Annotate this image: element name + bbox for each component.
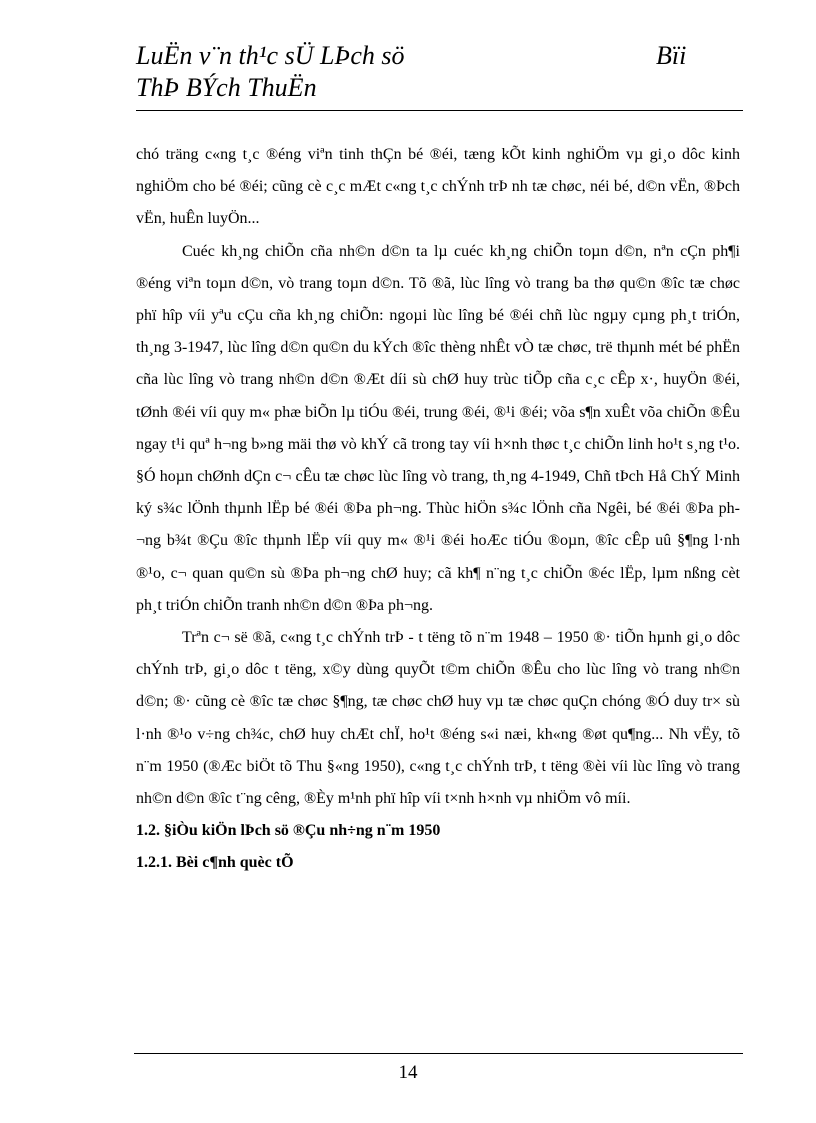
body-paragraph-1: chó träng c«ng t¸c ®éng viªn tinh thÇn bé ®éi, tæng kÕt kinh nghiÖm vµ gi¸o dôc kinh nghiÖm cho bé ®éi; cũng cè c¸c mÆt c«ng t¸c chÝnh trÞ nh tæ chøc, néi bé, d©n vËn, ®Þch vËn, huÊn luyÖn...	[136, 146, 740, 228]
body-paragraph-3: Trªn c¬ së ®ã, c«ng t¸c chÝnh trÞ - t tëng tõ n¨m 1948 – 1950 ®· tiÕn hµnh gi¸o dôc chÝnh trÞ, gi¸o dôc t tëng, x©y dùng quyÕt t©m chiÕn ®Êu cho lùc lîng vò trang nh©n d©n; ®· cũng cè ®îc tæ chøc §¶ng, tæ chøc chØ huy vµ tæ chøc quÇn chóng ®Ó duy tr× sù l·nh ®¹o v÷ng ch¾c, chØ huy chÆt chÏ, ho¹t ®éng s«i næi, kh«ng ®øt qu¶ng... Nh vËy, tõ n¨m 1950 (®Æc biÖt tõ Thu §«ng 1950), c«ng t¸c chÝnh trÞ, t tëng ®èi víi lùc lîng vò trang nh©n d©n ®îc t¨ng cêng, ®Èy m¹nh phï hîp víi t×nh h×nh vµ nhiÖm vô míi.	[136, 629, 740, 808]
header-line-1	[136, 40, 744, 72]
footer-divider	[134, 1053, 743, 1054]
header-divider	[136, 110, 743, 111]
subsection-heading: 1.2.1. Bèi c¶nh quèc tÕ	[136, 854, 294, 872]
page-body	[136, 139, 740, 880]
body-paragraph-2: Cuéc kh¸ng chiÕn cña nh©n d©n ta lµ cuéc kh¸ng chiÕn toµn d©n, nªn cÇn ph¶i ®éng viªn toµn d©n, vò trang toµn d©n. Tõ ®ã, lùc lîng vò trang ba thø qu©n ®îc tæ chøc phï hîp víi yªu cÇu cña kh¸ng chiÕn: ngoµi lùc lîng bé ®éi chñ lùc ngµy cµng ph¸t triÓn, th¸ng 3-1947, lùc lîng d©n qu©n du kÝch ®îc thèng nhÊt vÒ tæ chøc, trë thµnh mét bé phËn cña lùc lîng vò trang nh©n d©n ®Æt díi sù chØ huy trùc tiÕp cña c¸c cÊp x·, huyÖn ®éi, tØnh ®éi víi quy m« phæ biÕn lµ tiÓu ®éi, trung ®éi, ®¹i ®éi; võa s¶n xuÊt võa chiÕn ®Êu ngay t¹i quª h¬ng b»ng mäi thø vò khÝ cã trong tay víi h×nh thøc t¸c chiÕn linh ho¹t s¸ng t¹o. §Ó hoµn chØnh dÇn c¬ cÊu tæ chøc lùc lîng vò trang, th¸ng 4-1949, Chñ tÞch Hå ChÝ Minh ký s¾c lÖnh thµnh lËp bé ®éi ®Þa ph¬ng. Thùc hiÖn s¾c lÖnh cña Ngêi, bé ®éi ®Þa ph¬ng b¾t ®Çu ®îc thµnh lËp víi quy m« ®¹i ®éi hoÆc tiÓu ®oµn, ®îc cÊp uû §¶ng l·nh ®¹o, c¬ quan qu©n sù ®Þa ph¬ng chØ huy; cã kh¶ n¨ng t¸c chiÕn ®éc lËp, lµm nßng cèt ph¸t triÓn chiÕn tranh nh©n d©n ®Þa ph¬ng.	[136, 242, 740, 614]
page-number: 14	[398, 1062, 418, 1083]
page-header	[136, 40, 744, 104]
section-heading: 1.2. §iÒu kiÖn lÞch sö ®Çu nh÷ng n¨m 1950	[136, 822, 441, 840]
header-line-2	[136, 72, 744, 104]
thesis-title: LuËn v¨n th¹c sÜ LÞch sö	[136, 41, 405, 70]
author-first-name: Bïi	[656, 41, 687, 70]
author-name: ThÞ BÝch ThuËn	[136, 73, 317, 102]
